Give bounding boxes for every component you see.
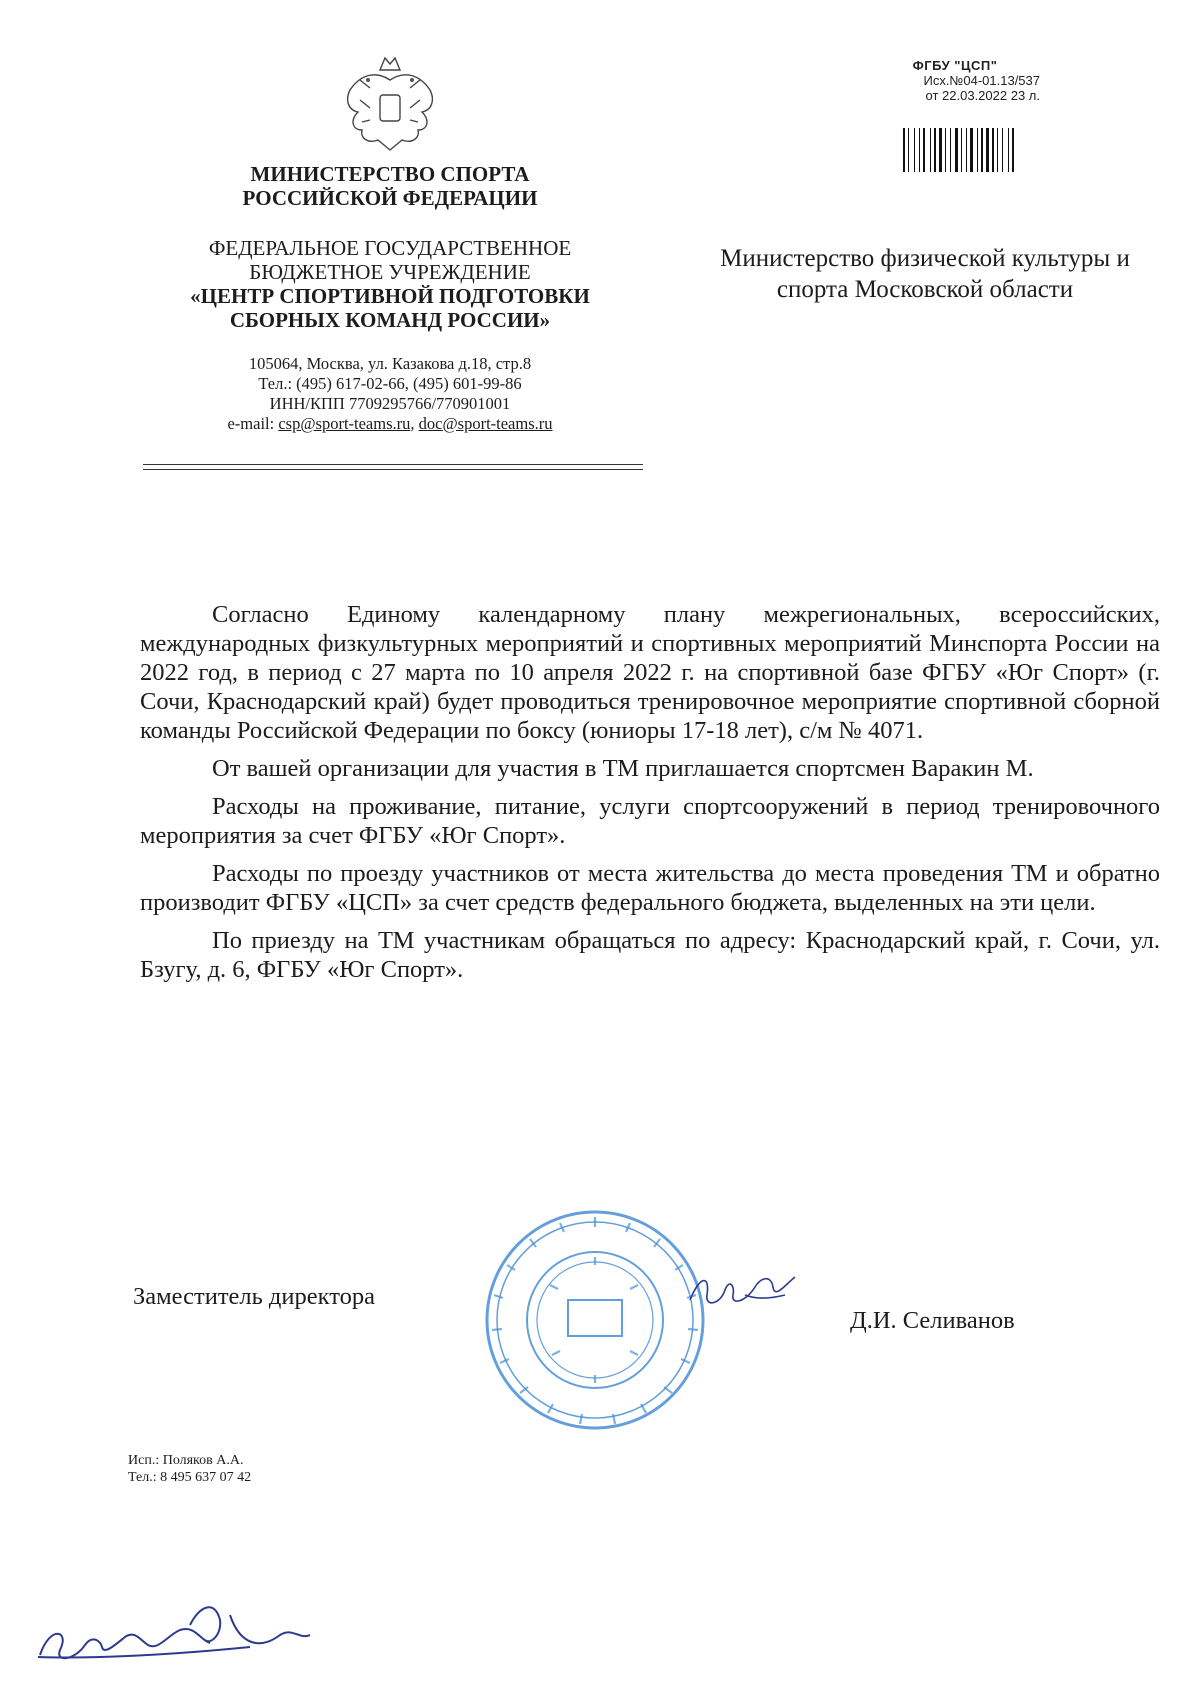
- signature-icon: [685, 1265, 810, 1315]
- barcode-bar: [986, 128, 989, 172]
- registration-stamp: [860, 58, 1050, 103]
- signatory-title: Заместитель директора: [133, 1283, 375, 1310]
- barcode-bar: [945, 128, 946, 172]
- body-paragraph: От вашей организации для участия в ТМ приглашается спортсмен Варакин М.: [212, 755, 1034, 782]
- barcode-bar: [966, 128, 967, 172]
- addressee-line-1: Министерство физической культуры и: [720, 245, 1130, 272]
- body-paragraph: Расходы по проезду участников от места жительства до места проведения ТМ и обратно производит ФГБУ «ЦСП» за счет средств федерального бюджета, выделенных на эти цели.: [140, 860, 1160, 916]
- executor-block: [128, 1452, 251, 1486]
- email-link-doc[interactable]: doc@sport-teams.ru: [418, 414, 553, 433]
- ministry-name: [200, 162, 580, 210]
- org-name-line-1: «ЦЕНТР СПОРТИВНОЙ ПОДГОТОВКИ: [190, 284, 590, 308]
- ministry-line-2: РОССИЙСКОЙ ФЕДЕРАЦИИ: [242, 186, 538, 210]
- barcode-bar: [919, 128, 920, 172]
- barcode-bar: [961, 128, 962, 172]
- email-link-csp[interactable]: csp@sport-teams.ru: [278, 414, 411, 433]
- email-label: e-mail:: [227, 414, 279, 433]
- barcode-bar: [1002, 128, 1003, 172]
- seal-stamp-icon: [480, 1205, 710, 1435]
- letterhead-divider-top: [143, 464, 643, 465]
- body-paragraph: Расходы на проживание, питание, услуги спортсооружений в период тренировочного мероприятия за счет ФГБУ «Юг Спорт».: [140, 793, 1160, 849]
- contacts-block: [180, 354, 600, 434]
- barcode-bar: [950, 128, 951, 172]
- barcode-bar: [992, 128, 994, 172]
- executor-phone: Тел.: 8 495 637 07 42: [128, 1470, 252, 1485]
- coat-of-arms-icon: [330, 50, 450, 160]
- org-address: 105064, Москва, ул. Казакова д.18, стр.8: [248, 354, 532, 373]
- addressee-line-2: спорта Московской области: [776, 276, 1074, 303]
- org-type-line-1: ФЕДЕРАЛЬНОЕ ГОСУДАРСТВЕННОЕ: [208, 236, 572, 260]
- barcode-bar: [914, 128, 915, 172]
- barcode-bar: [903, 128, 905, 172]
- barcode-bar: [997, 128, 998, 172]
- barcode-bar: [970, 128, 973, 172]
- registration-org-code: ФГБУ "ЦСП": [912, 58, 998, 73]
- barcode-bar: [930, 128, 931, 172]
- barcode-icon: [903, 128, 1038, 172]
- org-phone: Тел.: (495) 617-02-66, (495) 601-99-86: [258, 374, 522, 393]
- barcode-bar: [908, 128, 909, 172]
- handwritten-signature-icon: [30, 1585, 330, 1670]
- executor-name: Исп.: Поляков А.А.: [128, 1453, 244, 1468]
- letter-body: [140, 600, 1160, 993]
- org-inn: ИНН/КПП 7709295766/770901001: [269, 394, 511, 413]
- registration-number: Исх.№04-01.13/537: [923, 73, 1040, 88]
- barcode-bar: [955, 128, 958, 172]
- addressee-block: [665, 243, 1185, 305]
- barcode-bar: [977, 128, 978, 172]
- barcode-bar: [939, 128, 942, 172]
- org-name-line-2: СБОРНЫХ КОМАНД РОССИИ»: [229, 308, 551, 332]
- barcode-bar: [934, 128, 936, 172]
- barcode-bar: [1012, 128, 1014, 172]
- barcode-bar: [1008, 128, 1009, 172]
- signatory-name: Д.И. Селиванов: [850, 1307, 1015, 1334]
- body-paragraph: По приезду на ТМ участникам обращаться по адресу: Краснодарский край, г. Сочи, ул. Бзугу, д. 6, ФГБУ «Юг Спорт».: [140, 927, 1160, 983]
- registration-date: от 22.03.2022 23 л.: [925, 88, 1040, 103]
- email-separator: ,: [410, 414, 419, 433]
- org-type-line-2: БЮДЖЕТНОЕ УЧРЕЖДЕНИЕ: [249, 260, 531, 284]
- organization-block: [160, 236, 620, 332]
- ministry-line-1: МИНИСТЕРСТВО СПОРТА: [250, 162, 530, 186]
- letterhead-divider-bottom: [143, 469, 643, 470]
- barcode-bar: [923, 128, 925, 172]
- barcode-bar: [981, 128, 983, 172]
- org-email: [180, 414, 600, 434]
- body-paragraph: Согласно Единому календарному плану межрегиональных, всероссийских, международных физкультурных мероприятий и спортивных мероприятий Минспорта России на 2022 год, в период с 27 марта по 10 апреля 2022 г. на спортивной базе ФГБУ «Юг Спорт» (г. Сочи, Краснодарский край) будет проводиться тренировочное мероприятие спортивной сборной команды Российской Федерации по боксу (юниоры 17-18 лет), с/м № 4071.: [140, 601, 1160, 744]
